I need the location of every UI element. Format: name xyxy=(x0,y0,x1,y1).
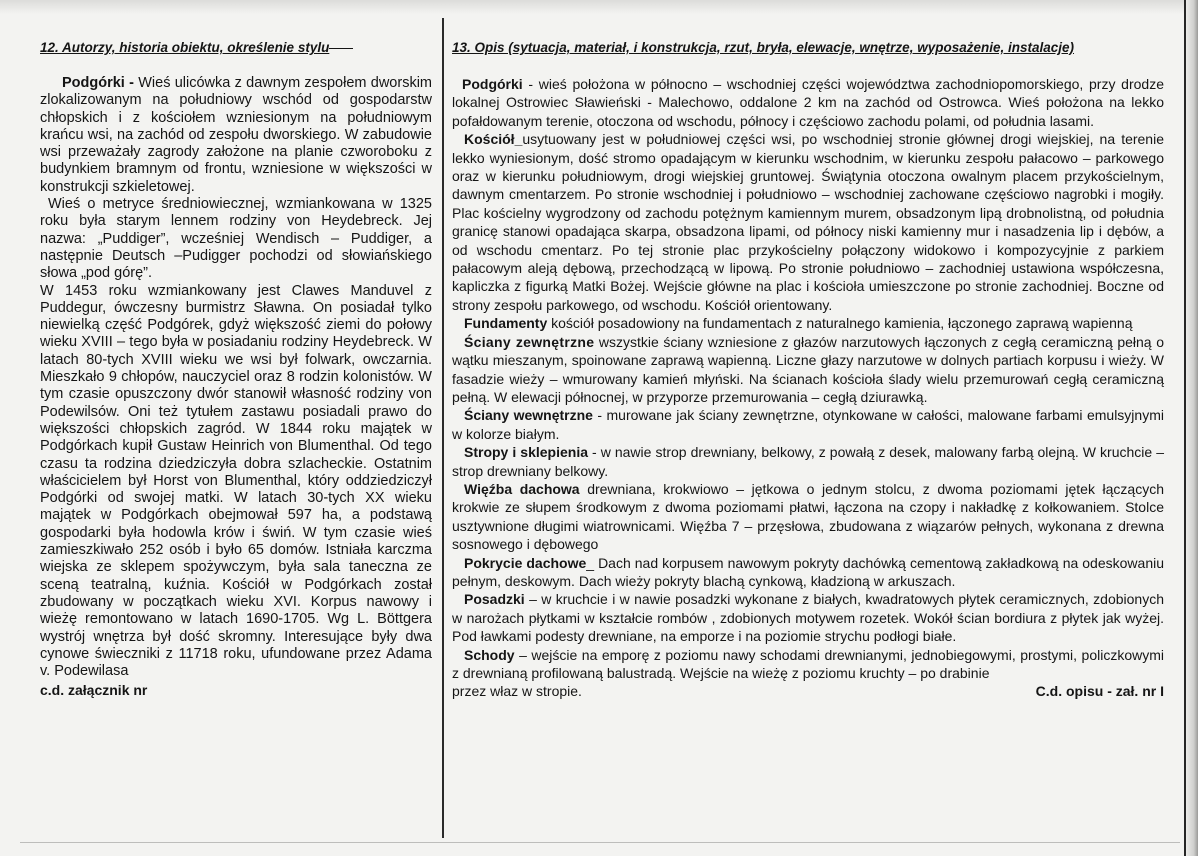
paragraph-lead: Ściany wewnętrzne xyxy=(464,407,593,424)
paragraph-text: - wieś położona w północno – wschodniej części województwa zachodniopomorskiego, przy drodze lokalnej Ostrowiec Sławieński - Malechowo, oddalone 2 km na zachód od Ostrowca. Wieś położona na lekko pofałdowanym terenie, otoczona od wschodu, północy i częściowo zachodu polami, od południa lasami. xyxy=(452,76,1164,129)
history-paragraph xyxy=(40,75,432,196)
section-12-heading xyxy=(40,40,432,56)
paragraph-text: Wieś o metryce średniowiecznej, wzmiankowana w 1325 roku była starym lennem rodziny von Heydebreck. Jej nazwa: „Puddiger”, wcześniej Wendisch – Puddiger, a następnie Deutsch –Pudigger pochodzi od słowiańskiego słowa „pod górę”. xyxy=(40,196,432,282)
heading-underline-tail xyxy=(329,48,353,49)
paragraph-lead: Schody xyxy=(464,646,515,663)
paragraph-lead: Podgórki - xyxy=(62,75,134,91)
paragraph-text: wszystkie ściany wzniesione z głazów narzutowych łączonych z cegłą ceramiczną pełną o wątku mieszanym, spoinowane zaprawą wapienną. Liczne głazy narzutowe w dolnych partiach korpusu i wieży. W fasadzie wieży – wmurowany kamień młyński. Na ścianach kościoła ślady wielu przemurowań cegłą ceramiczną pełną. W elewacji północnej, w przyporze przemurowania – cegłą dziurawką. xyxy=(452,333,1164,405)
description-paragraph xyxy=(452,130,1164,314)
section-12-heading-text: 12. Autorzy, historia obiektu, określenie stylu xyxy=(40,40,330,55)
scan-edge-top xyxy=(0,0,1198,14)
final-line-text: przez właz w stropie. xyxy=(452,683,582,700)
paragraph-lead: Ściany zewnętrzne xyxy=(464,333,595,350)
paragraph-text: usytuowany jest w południowej części wsi, po wschodniej stronie głównej drogi wiejskiej, na terenie lekko wyniesionym, dość stromo opadającym w kierunku wschodnim, w kierunku zespołu pałacowo – parkowego oraz w kierunku południowym, drogi wiejskiej gruntowej. Świątynia otoczona owalnym placem przykościelnym, dawnym cmentarzem. Po stronie wschodniej i południowo – wschodniej zachowane częściowo nagrobki i mogiły. Plac kościelny wygrodzony od zachodu potężnym kamiennym murem, obsadzonym lipą drobnolistną, od południa granicę stanowi opadająca skarpa, obsadzona lipami, od północy niski kamienny mur i nasadzenia lip i dębów, a od wschodu cmentarz. Po tej stronie plac przykościelny połączony widokowo i kompozycyjnie z parkiem pałacowym aleją dębową, przechodzącą w lipową. Po stronie południowo – zachodniej ustawiona współczesna, kapliczka z figurką Matki Bożej. Wejście główne na plac i kościoła umieszczone po stronie zachodniej. Boczne od strony zespołu parkowego, od wschodu. Kościół orientowany. xyxy=(452,131,1164,313)
paragraph-text: _ Dach nad korpusem nawowym pokryty dachówką cementową zakładkową na odeskowaniu pełnym, deskowym. Dach wieży pokryty blachą cynkową, kładzioną w arkuszach. xyxy=(452,554,1164,589)
paragraph-lead: Fundamenty xyxy=(464,315,548,332)
paragraph-text: kościół posadowiony na fundamentach z naturalnego kamienia, łączonego zaprawą wapienną xyxy=(547,315,1133,332)
paragraph-lead: Posadzki xyxy=(464,591,525,608)
final-line xyxy=(452,682,1164,700)
page-border-right xyxy=(1184,0,1186,856)
right-column xyxy=(452,40,1164,701)
scan-edge-right xyxy=(1184,0,1198,856)
paragraph-lead: Więźba dachowa xyxy=(464,480,580,497)
left-column xyxy=(40,40,432,698)
paragraph-text: - w nawie strop drewniany, belkowy, z powałą z desek, malowany farbą olejną. W kruchcie – strop drewniany belkowy. xyxy=(452,444,1164,479)
description-paragraph xyxy=(452,554,1164,591)
section-13-heading xyxy=(452,40,1164,56)
section-13-heading-text: 13. Opis (sytuacja, materiał, i konstrukcja, rzut, bryła, elewacje, wnętrze, wyposażenie, instalacje) xyxy=(452,40,1075,55)
paragraph-text: drewniana, krokwiowo – jętkowa o jednym stolcu, z dwoma poziomami jętek łączących krokwie ze słupem środkowym z dwoma poziomami płatwi, łączona na czopy i nakładkę z kołkowaniem. Stolce usztywnione długimi wiatrownicami. Więźba 7 – przęsłowa, zbudowana z wiązarów pełnych, wykonana z drewna sosnowego i dębowego xyxy=(452,480,1165,553)
left-continuation-note: c.d. załącznik nr xyxy=(40,682,148,699)
paragraph-lead: Pokrycie dachowe xyxy=(464,554,587,571)
right-column-body xyxy=(452,75,1164,701)
paragraph-text: – wejście na emporę z poziomu nawy schodami drewnianymi, jednobiegowymi, prostymi, policzkowymi z drewnianą profilowaną balustradą. Wejście na wieżę z poziomu kruchty – po drabinie xyxy=(452,646,1164,681)
paragraph-lead: Kościół_ xyxy=(464,131,523,148)
description-paragraph xyxy=(452,75,1164,130)
paragraph-text: - murowane jak ściany zewnętrzne, otynkowane w całości, malowane farbami emulsyjnymi w kolorze białym. xyxy=(452,407,1164,442)
description-paragraph xyxy=(452,406,1164,443)
page-bottom-rule xyxy=(20,842,1180,843)
right-continuation-note: C.d. opisu - zał. nr I xyxy=(1035,683,1164,700)
description-paragraph xyxy=(452,646,1164,683)
history-paragraph xyxy=(40,196,432,282)
paragraph-text: – w kruchcie i w nawie posadzki wykonane z białych, kwadratowych płytek ceramicznych, zdobionych w narożach płytkami w kształcie rombów , zdobionych motywem rozetek. Wokół ścian bordiura z płytek jak wyżej. Pod ławkami podesty drewniane, na emporze i na poziomie strychu podłogi białe. xyxy=(452,591,1164,645)
description-paragraph xyxy=(452,314,1164,332)
description-paragraph xyxy=(452,590,1164,645)
description-paragraph xyxy=(452,443,1164,480)
left-column-body xyxy=(40,75,432,680)
paragraph-lead: Podgórki xyxy=(462,76,523,92)
description-paragraph xyxy=(452,480,1164,554)
history-paragraph xyxy=(40,283,432,681)
description-paragraph xyxy=(452,333,1164,407)
column-divider xyxy=(442,18,444,838)
paragraph-lead: Stropy i sklepienia xyxy=(464,444,588,461)
paragraph-text: W 1453 roku wzmiankowany jest Clawes Manduvel z Puddegur, ówczesny burmistrz Sławna. On posiadał tylko niewielką część Podgórek, gdyż większość ziemi do połowy wieku XVIII – tego była w posiadaniu rodziny Heydebreck. W latach 80-tych XVIII wieku we wsi był folwark, owczarnia. Mieszkało 9 chłopów, nauczyciel oraz 8 rodzin kolonistów. W tym czasie opuszczony dwór stanowił własność rodziny von Podewilsów. Oni też tytułem zastawu posiadali prawo do większości chłopskich zagród. W 1844 roku majątek w Podgórkach kupił Gustaw Heinrich von Blumenthal. Od tego czasu ta rodzina dziedziczyła dobra szlacheckie. Ostatnim właścicielem był Horst von Blumenthal, który oddziedziczył Podgórki od swojej matki. W latach 30-tych XX wieku majątek w Podgórkach obejmował 597 ha, a podstawą gospodarki była hodowla krów i świń. W tym czasie wieś zamieszkiwało 252 osób i było 65 domów. Istniała karczma wiejska ze sklepem spożywczym, była sala taneczna ze sceną teatralną, kuźnia. Kościół w Podgórkach został zbudowany w początkach wieku XVI. Korpus nawowy i wieżę remontowano w latach 1690-1705. Wg L. Böttgera wystrój wnętrza był dość skromny. Interesujące były dwa cynowe świeczniki z 11718 roku, ufundowane przez Adama v. Podewilasa xyxy=(40,282,432,680)
paragraph-text: Wieś ulicówka z dawnym zespołem dworskim zlokalizowanym na południowy wschód od gospodarstw chłopskich i z kościołem wzniesionym na południowym krańcu wsi, na zachód od zespołu dworskiego. W zabudowie wsi przeważały zagrody założone na planie czworoboku z budynkiem bramnym od frontu, wzniesione w większości w konstrukcji szkieletowej. xyxy=(40,75,432,195)
